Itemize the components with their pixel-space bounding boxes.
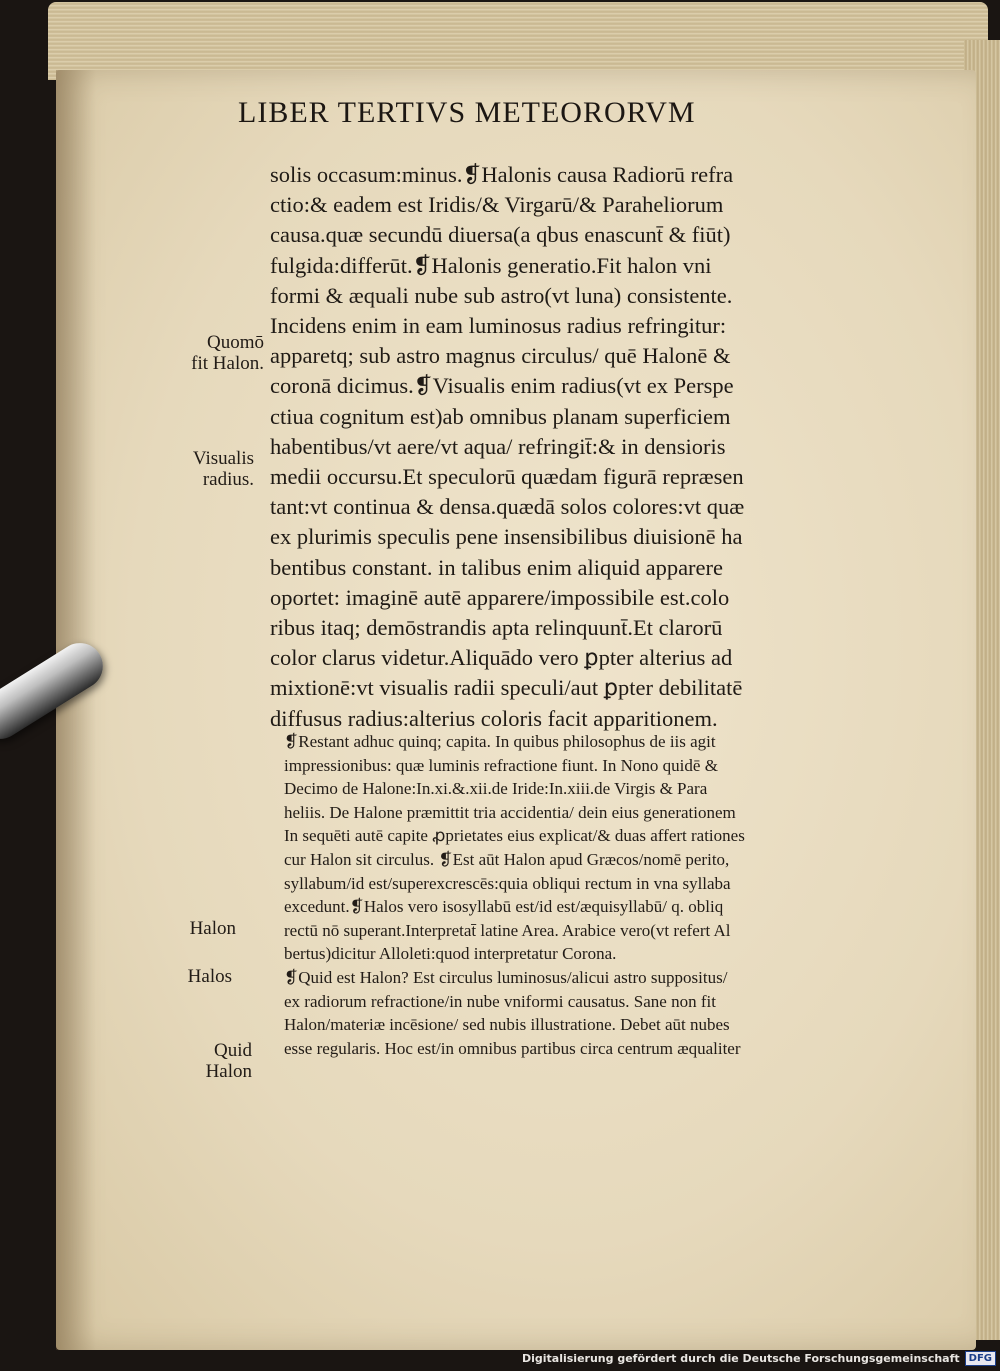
- margin-note-line: Visualis: [192, 448, 254, 469]
- main-text-line: medii occursu.Et speculorū quædam figurā repræsen: [270, 464, 744, 490]
- commentary-line: heliis. De Halone præmittit tria accidentia/ dein eius generationem: [284, 802, 736, 822]
- margin-note-quomo: [160, 332, 264, 374]
- commentary-line: impressionibus: quæ luminis refractione fiunt. In Nono quidē &: [284, 755, 718, 775]
- book-top-edge: [48, 2, 988, 80]
- margin-note-line: Quomō: [207, 332, 264, 353]
- dfg-logo: DFG: [965, 1351, 996, 1366]
- main-text-line: Incidens enim in eam luminosus radius refringitur:: [270, 313, 727, 339]
- margin-note-line: Quid: [214, 1040, 252, 1061]
- margin-note-halos: [150, 966, 232, 987]
- main-text-line: mixtionē:vt visualis radii speculi/aut ꝑpter debilitatē: [270, 675, 743, 701]
- commentary-line: rectū nō superant.Interpretat̄ latine Area. Arabice vero(vt refert Al: [284, 920, 731, 940]
- main-text-line: coronā dicimus.❡Visualis enim radius(vt ex Perspe: [270, 373, 734, 399]
- margin-note-line: Halon: [189, 918, 236, 939]
- margin-note-line: Halos: [187, 966, 232, 987]
- commentary-line: esse regularis. Hoc est/in omnibus partibus circa centrum æqualiter: [284, 1038, 741, 1058]
- commentary-line: ❡Quid est Halon? Est circulus luminosus/alicui astro suppositus/: [284, 967, 728, 987]
- running-head: [238, 96, 858, 130]
- main-text-line: tant:vt continua & densa.quædā solos colores:vt quæ: [270, 494, 745, 520]
- running-head-text: LIBER TERTIVS METEORORVM: [238, 96, 696, 129]
- commentary-line: ❡Restant adhuc quinq; capita. In quibus philosophus de iis agit: [284, 732, 716, 751]
- commentary-block: [284, 730, 894, 1060]
- main-text-line: oportet: imaginē autē apparere/impossibile est.colo: [270, 584, 730, 610]
- main-text-line: ribus itaq; demōstrandis apta relinquunt̄.Et clarorū: [270, 615, 723, 641]
- main-text-line: habentibus/vt aere/vt aqua/ refringit̄:& in densioris: [270, 433, 726, 459]
- main-text-line: color clarus videtur.Aliquādo vero ꝑpter alterius ad: [270, 645, 733, 671]
- commentary-line: Halon/materiæ incēsione/ sed nubis illustratione. Debet aūt nubes: [284, 1015, 730, 1035]
- gutter-shadow: [56, 70, 96, 1350]
- commentary-line: cur Halon sit circulus. ❡Est aūt Halon apud Græcos/nomē perito,: [284, 849, 730, 869]
- main-text-line: ex plurimis speculis pene insensibilibus diuisionē ha: [270, 524, 743, 550]
- margin-note-visualis: [150, 448, 254, 490]
- main-text-line: fulgida:differūt.❡Halonis generatio.Fit halon vni: [270, 252, 712, 278]
- margin-note-line: fit Halon.: [191, 353, 264, 374]
- main-text-line: causa.quæ secundū diuersa(a qbus enascunt̄ & fiūt): [270, 222, 731, 248]
- commentary-line: Decimo de Halone:In.xi.&.xii.de Iride:In.xiii.de Virgis & Para: [284, 779, 708, 799]
- main-text-line: bentibus constant. in talibus enim aliquid apparere: [270, 554, 724, 580]
- credit-text: Digitalisierung gefördert durch die Deutsche Forschungsgemeinschaft: [521, 1351, 960, 1365]
- commentary-line: bertus)dicitur Alloleti:quod interpretatur Corona.: [284, 944, 617, 964]
- commentary-line: syllabum/id est/superexcrescēs:quia obliqui rectum in vna syllaba: [284, 873, 731, 893]
- main-text-line: ctio:& eadem est Iridis/& Virgarū/& Paraheliorum: [270, 192, 724, 218]
- main-text-line: ctiua cognitum est)ab omnibus planam superficiem: [270, 403, 731, 429]
- margin-note-line: Halon: [205, 1061, 252, 1082]
- main-text-line: diffusus radius:alterius coloris facit apparitionem.: [270, 705, 718, 731]
- commentary-line: excedunt.❡Halos vero isosyllabū est/id est/æquisyllabū/ q. obliq: [284, 897, 724, 917]
- main-text-line: solis occasum:minus.❡Halonis causa Radiorū refra: [270, 162, 734, 187]
- commentary-line: In sequēti autē capite ꝓprietates eius explicat/& duas affert rationes: [284, 826, 745, 846]
- main-text-line: formi & æquali nube sub astro(vt luna) consistente.: [270, 282, 733, 308]
- main-text-block: [270, 160, 890, 734]
- margin-note-quid: [150, 1040, 252, 1082]
- digitization-credit: [522, 1349, 996, 1367]
- commentary-line: ex radiorum refractione/in nube vniformi causatus. Sane non fit: [284, 991, 716, 1011]
- margin-note-halon: [150, 918, 236, 939]
- main-text-line: apparetq; sub astro magnus circulus/ quē Halonē &: [270, 343, 731, 369]
- margin-note-line: radius.: [202, 469, 254, 490]
